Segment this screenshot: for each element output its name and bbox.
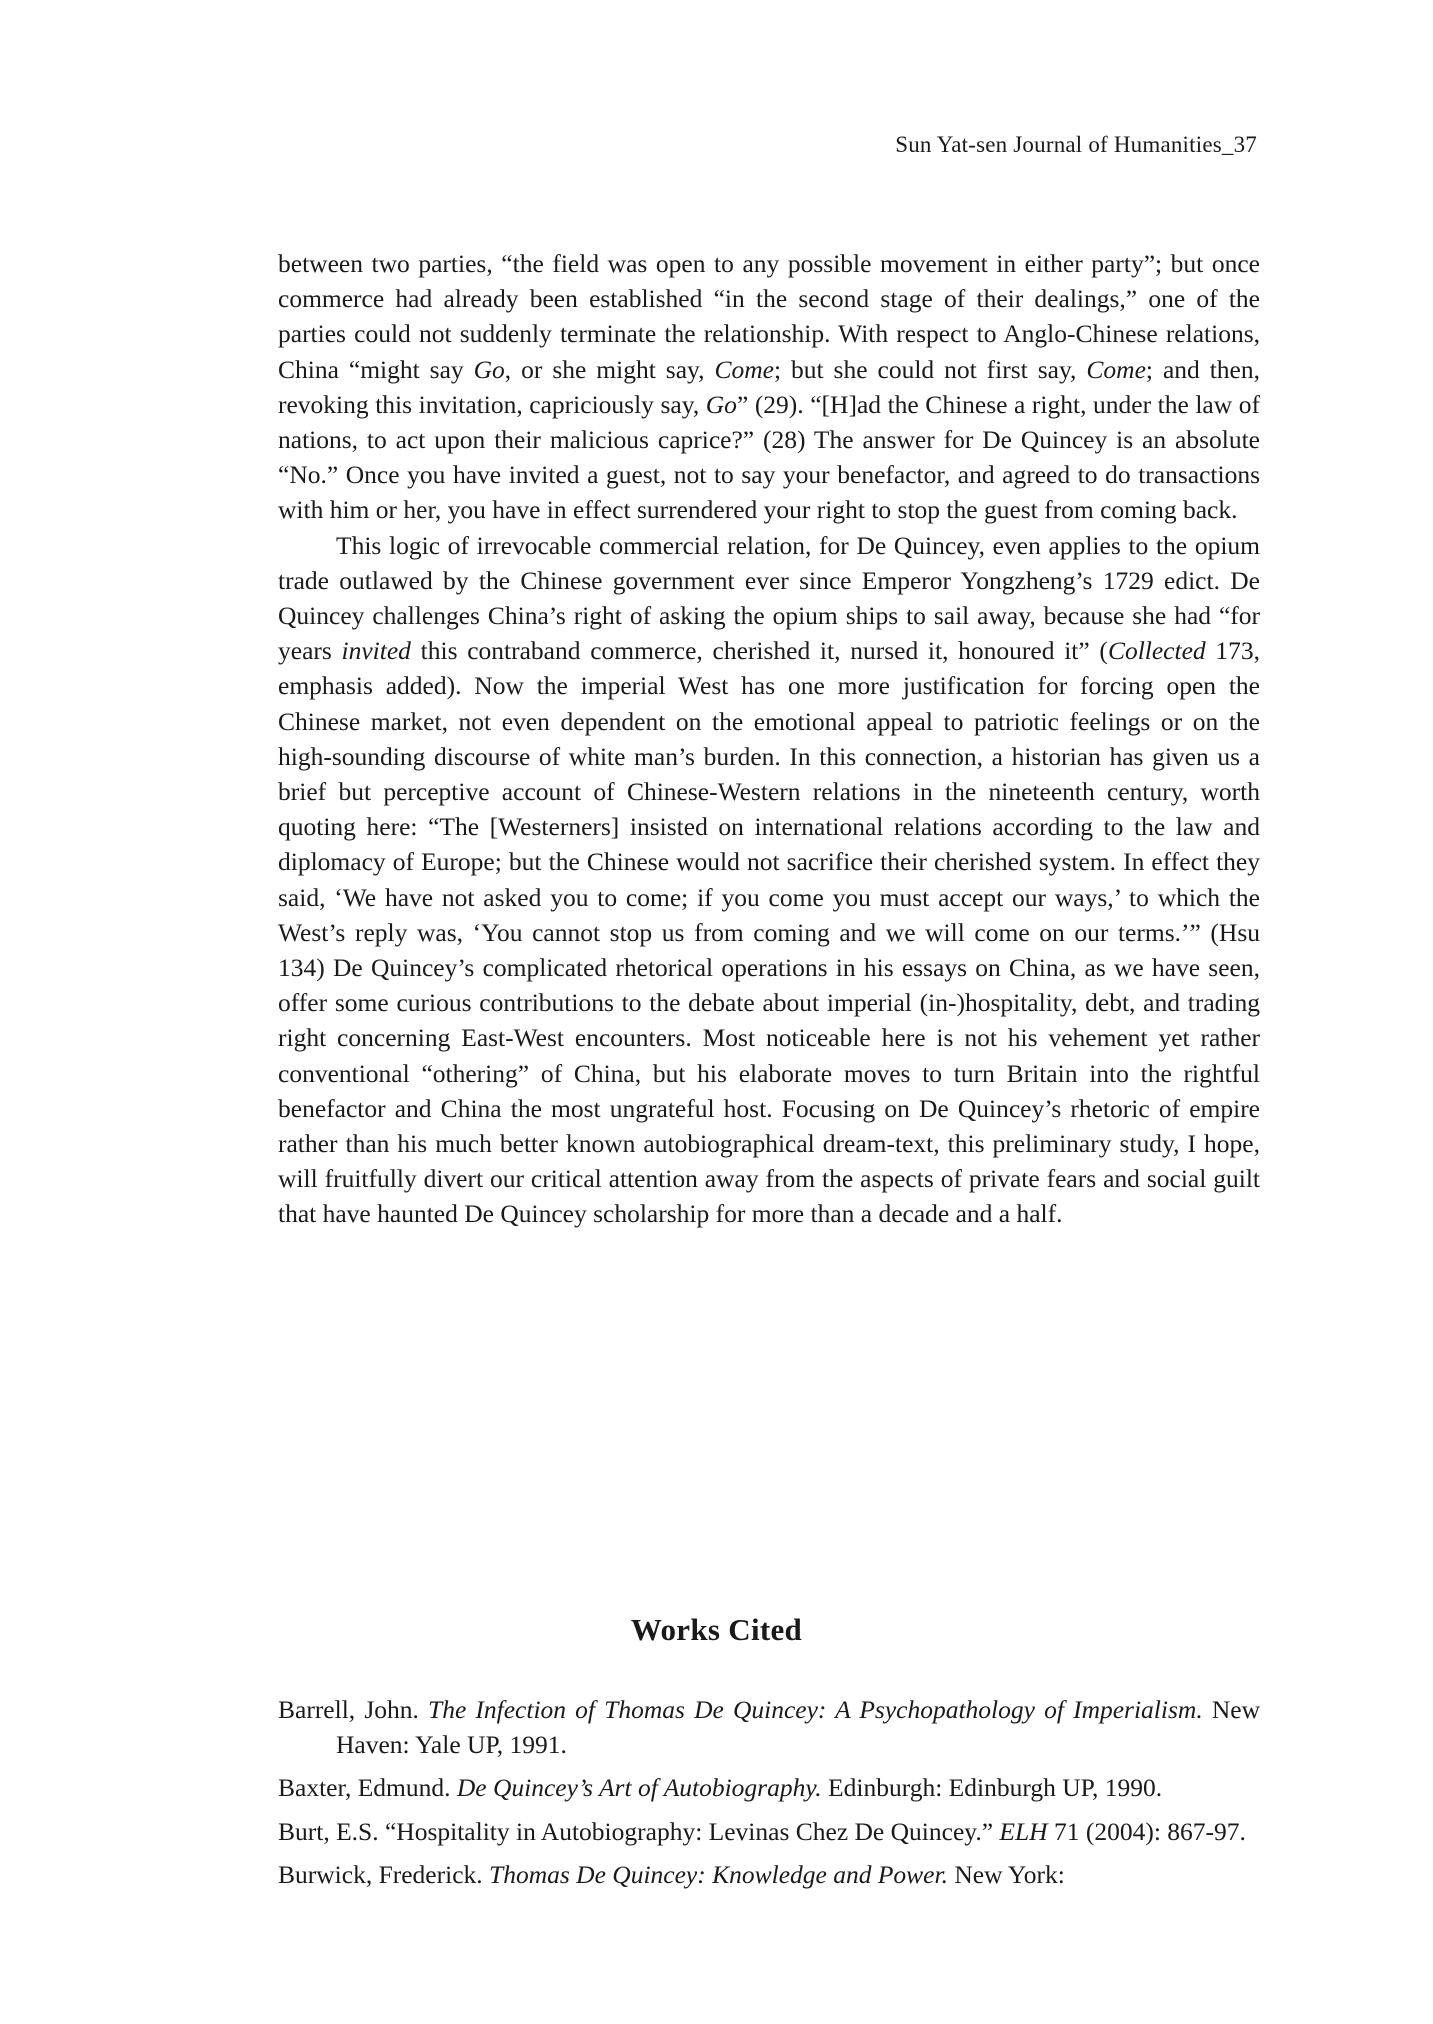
text-run: Barrell, John. xyxy=(278,1695,429,1724)
italic-text: Go xyxy=(473,354,505,384)
text-run: ; and then, revoking this invitation, capriciously say, xyxy=(278,354,1260,419)
body-paragraph xyxy=(278,246,1260,528)
body-paragraph xyxy=(278,528,1260,1232)
text-run: Burwick, Frederick. xyxy=(278,1859,490,1889)
text-run: This logic of irrevocable commercial relation, for De Quincey, even applies to the opium trade outlawed by the Chinese government ever since Emperor Yongzheng’s 1729 edict. De Quincey challenges China’s right of asking the opium ships to sail away, because she had “for years xyxy=(278,530,1260,666)
text-run: Burt, E.S. “Hospitality in Autobiography: Levinas Chez De Quincey.” xyxy=(278,1816,1000,1846)
text-run: New Haven: Yale UP, 1991. xyxy=(336,1695,1260,1760)
text-run: ; but she could not first say, xyxy=(773,354,1087,384)
italic-text: De Quincey’s Art of Autobiography. xyxy=(456,1773,822,1803)
works-cited-entry xyxy=(278,1692,1260,1762)
text-run: ” (29). “[H]ad the Chinese a right, under the law of nations, to act upon their malicious caprice?” (28) The answer for De Quincey is an absolute “No.” Once you have invited a guest, not to say your benefactor, and agreed to do transactions with him or her, you have in effect surrendered your right to stop the guest from coming back. xyxy=(278,389,1260,525)
italic-text: ELH xyxy=(999,1816,1048,1846)
works-cited-entry xyxy=(278,1770,1260,1805)
italic-text: Thomas De Quincey: Knowledge and Power. xyxy=(489,1859,948,1889)
italic-text: invited xyxy=(341,636,411,666)
italic-text: Come xyxy=(1086,354,1146,384)
text-run: this contraband commerce, cherished it, nursed it, honoured it” ( xyxy=(410,636,1108,666)
text-run: New York: xyxy=(947,1859,1065,1889)
works-cited-entry xyxy=(278,1814,1260,1849)
italic-text: Come xyxy=(714,354,774,384)
italic-text: Collected xyxy=(1107,636,1206,666)
running-header: Sun Yat-sen Journal of Humanities_37 xyxy=(895,132,1257,157)
body-text xyxy=(278,246,1260,1232)
italic-text: Go xyxy=(705,389,737,419)
text-run: , or she might say, xyxy=(504,354,715,384)
works-cited-entry xyxy=(278,1857,1260,1892)
text-run: Edinburgh: Edinburgh UP, 1990. xyxy=(821,1773,1163,1803)
works-cited-heading: Works Cited xyxy=(630,1612,803,1647)
italic-text: The Infection of Thomas De Quincey: A Psychopathology of Imperialism. xyxy=(428,1695,1203,1724)
works-cited-list xyxy=(278,1692,1260,1900)
text-run: 173, emphasis added). Now the imperial West has one more justification for forcing open the Chinese market, not even dependent on the emotional appeal to patriotic feelings or on the high-sounding discourse of white man’s burden. In this connection, a historian has given us a brief but perceptive account of Chinese-Western relations in the nineteenth century, worth quoting here: “The [Westerners] insisted on international relations according to the law and diplomacy of Europe; but the Chinese would not sacrifice their cherished system. In effect they said, ‘We have not asked you to come; if you come you must accept our ways,’ to which the West’s reply was, ‘You cannot stop us from coming and we will come on our terms.’” (Hsu 134) De Quincey’s complicated rhetorical operations in his essays on China, as we have seen, offer some curious contributions to the debate about imperial (in-)hospitality, debt, and trading right concerning East-West encounters. Most noticeable here is not his vehement yet rather conventional “othering” of China, but his elaborate moves to turn Britain into the rightful benefactor and China the most ungrateful host. Focusing on De Quincey’s rhetoric of empire rather than his much better known autobiographical dream-text, this preliminary study, I hope, will fruitfully divert our critical attention away from the aspects of private fears and social guilt that have haunted De Quincey scholarship for more than a decade and a half. xyxy=(278,636,1261,1229)
text-run: Baxter, Edmund. xyxy=(278,1773,457,1803)
text-run: 71 (2004): 867-97. xyxy=(1047,1816,1246,1846)
text-run: between two parties, “the field was open to any possible movement in either party”; but once commerce had already been established “in the second stage of their dealings,” one of the parties could not suddenly terminate the relationship. With respect to Anglo-Chinese relations, China “might say xyxy=(278,249,1260,384)
